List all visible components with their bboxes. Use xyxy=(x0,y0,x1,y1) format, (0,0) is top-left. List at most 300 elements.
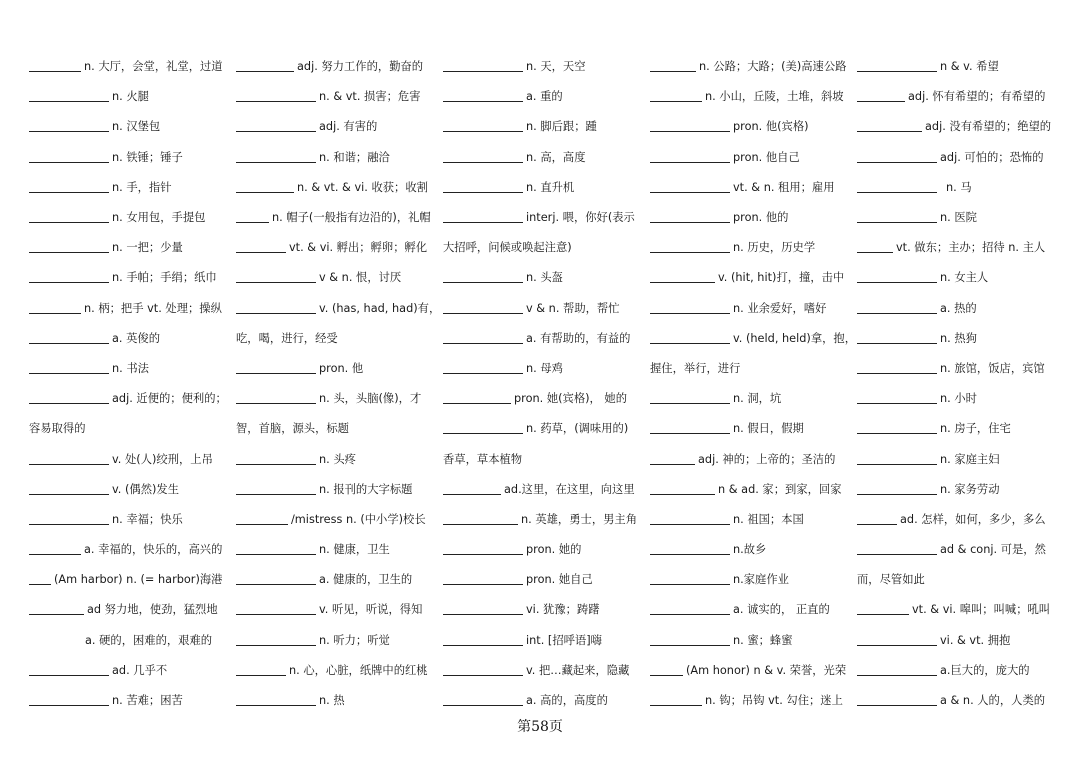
definition-text: n. 手，指针 xyxy=(112,180,172,194)
answer-blank xyxy=(29,332,109,344)
answer-blank xyxy=(29,392,109,404)
definition-text: vt. 做东；主办；招待 n. 主人 xyxy=(896,241,1046,255)
definition-text: a. 诚实的， 正直的 xyxy=(733,603,830,617)
answer-blank xyxy=(29,151,109,163)
definition-text: ad. 几乎不 xyxy=(112,663,168,677)
vocab-entry xyxy=(650,172,857,202)
definition-text: n. 柄；把手 vt. 处理；操纵 xyxy=(84,301,222,315)
definition-text: n. 医院 xyxy=(940,211,977,225)
answer-blank xyxy=(236,151,316,163)
vocab-entry xyxy=(236,594,443,624)
vocab-entry xyxy=(857,81,1064,111)
vocab-entry xyxy=(29,353,236,383)
definition-text: pron. 他(宾格) xyxy=(733,120,809,134)
answer-blank xyxy=(29,90,109,102)
definition-text: n. 钩；吊钩 vt. 勾住；迷上 xyxy=(705,694,843,708)
vocab-entry xyxy=(443,594,650,624)
vocab-entry xyxy=(650,81,857,111)
answer-blank xyxy=(29,664,109,676)
vocab-entry xyxy=(236,323,443,353)
answer-blank xyxy=(443,573,523,585)
answer-blank xyxy=(857,694,937,706)
definition-text: n. 健康，卫生 xyxy=(319,543,390,557)
definition-text: pron. 他自己 xyxy=(733,150,800,164)
definition-text: adj. 没有希望的；绝望的 xyxy=(925,120,1052,134)
answer-blank xyxy=(443,543,523,555)
vocab-column-4 xyxy=(650,51,857,715)
definition-text: n.家庭作业 xyxy=(733,573,789,587)
vocab-entry xyxy=(650,323,857,353)
definition-text: n. 旅馆，饭店，宾馆 xyxy=(940,361,1045,375)
answer-blank xyxy=(650,151,730,163)
vocab-entry xyxy=(236,353,443,383)
answer-blank xyxy=(857,120,922,132)
definition-text: pron. 他 xyxy=(319,361,364,375)
vocab-entry xyxy=(236,474,443,504)
definition-text: a. 硬的，困难的，艰难的 xyxy=(85,633,213,647)
definition-text: pron. 他的 xyxy=(733,211,789,225)
definition-text: pron. 她自己 xyxy=(526,573,593,587)
vocab-entry xyxy=(443,202,650,232)
definition-text: n. 公路；大路；(美)高速公路 xyxy=(699,60,847,74)
vocab-entry xyxy=(443,383,650,413)
vocab-entry xyxy=(650,293,857,323)
answer-blank xyxy=(236,60,294,72)
definition-text: int. [招呼语]嗨 xyxy=(526,633,602,647)
definition-text: v. (held, held)拿，抱， xyxy=(733,331,857,345)
vocab-entry xyxy=(857,534,1064,564)
definition-text: n. 苦难；困苦 xyxy=(112,694,183,708)
answer-blank xyxy=(857,332,937,344)
definition-text: 吃，喝，进行，经受 xyxy=(236,331,338,345)
vocab-entry xyxy=(443,172,650,202)
definition-text: v. (偶然)发生 xyxy=(112,482,179,496)
vocab-entry xyxy=(443,232,650,262)
definition-text: v & n. 恨，讨厌 xyxy=(319,271,402,285)
answer-blank xyxy=(443,664,523,676)
answer-blank xyxy=(443,362,523,374)
definition-text: 香草，草本植物 xyxy=(443,452,523,466)
vocab-entry xyxy=(29,81,236,111)
definition-text: vt. & vi. 嗥叫；叫喊；吼叫 xyxy=(912,603,1051,617)
answer-blank xyxy=(236,211,269,223)
vocab-column-5 xyxy=(857,51,1064,715)
vocab-entry xyxy=(236,232,443,262)
answer-blank xyxy=(236,362,316,374)
vocab-entry xyxy=(857,383,1064,413)
vocab-entry xyxy=(857,172,1064,202)
answer-blank xyxy=(857,664,937,676)
definition-text: n. 女用包，手提包 xyxy=(112,211,206,225)
answer-blank xyxy=(29,241,109,253)
answer-blank xyxy=(857,90,905,102)
definition-text: 握住，举行，进行 xyxy=(650,361,741,375)
vocab-entry xyxy=(236,685,443,715)
vocab-entry xyxy=(650,383,857,413)
answer-blank xyxy=(236,90,316,102)
definition-text: n. 家务劳动 xyxy=(940,482,1000,496)
answer-blank xyxy=(857,603,909,615)
vocab-entry xyxy=(236,142,443,172)
answer-blank xyxy=(650,603,730,615)
definition-text: ad 努力地，使劲，猛烈地 xyxy=(87,603,218,617)
definition-text: ad & conj. 可是，然 xyxy=(940,543,1046,557)
answer-blank xyxy=(236,603,316,615)
definition-text: n. 天，天空 xyxy=(526,60,586,74)
vocab-entry xyxy=(236,293,443,323)
vocab-entry xyxy=(857,625,1064,655)
answer-blank xyxy=(857,634,937,646)
definition-text: n. & vt. & vi. 收获；收割 xyxy=(297,180,428,194)
definition-text: n. 蜜；蜂蜜 xyxy=(733,633,793,647)
vocab-entry xyxy=(443,504,650,534)
vocab-entry xyxy=(236,81,443,111)
definition-text: a. 高的，高度的 xyxy=(526,694,608,708)
definition-text: adj. 努力工作的，勤奋的 xyxy=(297,60,424,74)
vocab-entry xyxy=(857,142,1064,172)
answer-blank xyxy=(443,271,523,283)
definition-text: n. 药草，(调味用的) xyxy=(526,422,629,436)
vocab-entry xyxy=(650,564,857,594)
definition-text: n. 汉堡包 xyxy=(112,120,161,134)
vocab-entry xyxy=(857,594,1064,624)
answer-blank xyxy=(29,483,109,495)
vocab-entry xyxy=(29,504,236,534)
vocab-entry xyxy=(236,655,443,685)
vocab-entry xyxy=(650,202,857,232)
definition-text: n. 火腿 xyxy=(112,90,149,104)
vocab-entry xyxy=(443,564,650,594)
vocab-entry xyxy=(443,81,650,111)
vocab-entry xyxy=(29,534,236,564)
vocab-entry xyxy=(650,685,857,715)
definition-text: n. 书法 xyxy=(112,361,149,375)
vocab-entry xyxy=(29,202,236,232)
definition-text: adj. 怀有希望的；有希望的 xyxy=(908,90,1046,104)
vocab-entry xyxy=(29,625,236,655)
answer-blank xyxy=(857,211,937,223)
vocab-entry xyxy=(650,504,857,534)
definition-text: vi. & vt. 拥抱 xyxy=(940,633,1011,647)
vocab-entry xyxy=(443,685,650,715)
definition-text: n. & vt. 损害；危害 xyxy=(319,90,421,104)
vocab-entry xyxy=(857,293,1064,323)
definition-text: n. 直升机 xyxy=(526,180,575,194)
definition-text: n & ad. 家；到家，回家 xyxy=(718,482,842,496)
definition-text: v. 听见，听说，得知 xyxy=(319,603,423,617)
definition-text: adj. 近便的；便利的； xyxy=(112,392,227,406)
vocab-entry xyxy=(29,323,236,353)
answer-blank xyxy=(857,181,937,193)
answer-blank xyxy=(236,573,316,585)
answer-blank xyxy=(650,60,696,72)
answer-blank xyxy=(236,513,288,525)
vocab-entry xyxy=(650,232,857,262)
definition-text: vt. & n. 租用；雇用 xyxy=(733,180,835,194)
answer-blank xyxy=(443,151,523,163)
answer-blank xyxy=(29,181,109,193)
answer-blank xyxy=(650,120,730,132)
vocab-entry xyxy=(443,262,650,292)
vocab-entry xyxy=(29,594,236,624)
definition-text: a. 英俊的 xyxy=(112,331,160,345)
answer-blank xyxy=(29,513,109,525)
answer-blank xyxy=(443,60,523,72)
definition-text: vi. 犹豫；踌躇 xyxy=(526,603,600,617)
vocab-entry xyxy=(443,111,650,141)
vocab-entry xyxy=(443,323,650,353)
answer-blank xyxy=(236,181,294,193)
vocab-entry xyxy=(650,534,857,564)
vocab-entry xyxy=(443,534,650,564)
answer-blank xyxy=(443,90,523,102)
vocab-entry xyxy=(857,111,1064,141)
definition-text: n. 帽子(一般指有边沿的)，礼帽 xyxy=(272,211,431,225)
answer-blank xyxy=(236,694,316,706)
definition-text: n. 祖国；本国 xyxy=(733,512,804,526)
definition-text: (Am harbor) n. (= harbor)海港 xyxy=(54,573,223,587)
definition-text: n. 和谐；融洽 xyxy=(319,150,390,164)
answer-blank xyxy=(857,302,937,314)
vocab-entry xyxy=(857,232,1064,262)
vocab-entry xyxy=(29,293,236,323)
definition-text: a.巨大的，庞大的 xyxy=(940,663,1030,677)
answer-blank xyxy=(443,302,523,314)
answer-blank xyxy=(29,573,51,585)
vocab-entry xyxy=(650,51,857,81)
answer-blank xyxy=(29,453,109,465)
definition-text: ad. 怎样，如何，多少，多么 xyxy=(900,512,1046,526)
vocab-entry xyxy=(29,111,236,141)
answer-blank xyxy=(857,453,937,465)
vocab-entry xyxy=(29,383,236,413)
answer-blank xyxy=(857,271,937,283)
definition-text: n. 家庭主妇 xyxy=(940,452,1000,466)
vocab-entry xyxy=(857,51,1064,81)
answer-blank xyxy=(236,302,316,314)
definition-text: v. (hit, hit)打，撞，击中 xyxy=(718,271,845,285)
definition-text: n. 手帕；手绢；纸巾 xyxy=(112,271,217,285)
definition-text: n & v. 希望 xyxy=(940,60,999,74)
definition-text: a. 有帮助的，有益的 xyxy=(526,331,631,345)
vocab-entry xyxy=(29,413,236,443)
answer-blank xyxy=(443,120,523,132)
definition-text: n. 头疼 xyxy=(319,452,356,466)
definition-text: ad.这里，在这里，向这里 xyxy=(504,482,635,496)
definition-text: n. 心，心脏，纸牌中的红桃 xyxy=(289,663,428,677)
vocab-entry xyxy=(443,293,650,323)
vocab-entry xyxy=(650,474,857,504)
definition-text: a & n. 人的，人类的 xyxy=(940,694,1046,708)
definition-text: n. 假日，假期 xyxy=(733,422,804,436)
vocab-entry xyxy=(29,232,236,262)
answer-blank xyxy=(650,422,730,434)
definition-text: n. 历史，历史学 xyxy=(733,241,816,255)
vocab-entry xyxy=(236,534,443,564)
vocab-entry xyxy=(650,625,857,655)
definition-text: 而，尽管如此 xyxy=(857,573,925,587)
vocab-entry xyxy=(236,383,443,413)
vocab-entry xyxy=(29,142,236,172)
definition-text: n. 幸福；快乐 xyxy=(112,512,183,526)
definition-text: 容易取得的 xyxy=(29,422,86,436)
vocab-entry xyxy=(236,625,443,655)
answer-blank xyxy=(236,271,316,283)
definition-text: 智，首脑，源头，标题 xyxy=(236,422,349,436)
definition-text: n. 房子，住宅 xyxy=(940,422,1011,436)
vocab-entry xyxy=(857,474,1064,504)
answer-blank xyxy=(443,513,518,525)
definition-text: pron. 她(宾格)， 她的 xyxy=(514,392,628,406)
vocab-entry xyxy=(857,443,1064,473)
definition-text: a. 幸福的，快乐的，高兴的 xyxy=(84,543,223,557)
vocab-entry xyxy=(443,142,650,172)
vocab-entry xyxy=(29,564,236,594)
definition-text: n.故乡 xyxy=(733,543,767,557)
vocab-entry xyxy=(443,625,650,655)
vocab-entry xyxy=(236,413,443,443)
vocab-entry xyxy=(650,594,857,624)
vocab-entry xyxy=(236,202,443,232)
vocab-entry xyxy=(650,443,857,473)
answer-blank xyxy=(29,694,109,706)
answer-blank xyxy=(650,302,730,314)
answer-blank xyxy=(443,332,523,344)
answer-blank xyxy=(443,392,511,404)
answer-blank xyxy=(857,151,937,163)
answer-blank xyxy=(29,211,109,223)
definition-text: n. 母鸡 xyxy=(526,361,563,375)
definition-text: vt. & vi. 孵出；孵卵；孵化 xyxy=(289,241,428,255)
vocab-entry xyxy=(236,443,443,473)
answer-blank xyxy=(29,302,81,314)
vocab-entry xyxy=(857,413,1064,443)
definition-text: n. 洞，坑 xyxy=(733,392,782,406)
vocab-entry xyxy=(29,262,236,292)
answer-blank xyxy=(650,543,730,555)
vocab-entry xyxy=(857,353,1064,383)
definition-text: n. 高，高度 xyxy=(526,150,586,164)
vocab-entry xyxy=(443,443,650,473)
definition-text: n. 一把；少量 xyxy=(112,241,183,255)
answer-blank xyxy=(650,90,702,102)
answer-blank xyxy=(443,483,501,495)
vocab-entry xyxy=(650,262,857,292)
vocab-entry xyxy=(650,655,857,685)
definition-text: n. 脚后跟；踵 xyxy=(526,120,597,134)
vocab-column-2 xyxy=(236,51,443,715)
answer-blank xyxy=(650,241,730,253)
answer-blank xyxy=(650,664,683,676)
answer-blank xyxy=(650,181,730,193)
definition-text: n. 大厅，会堂，礼堂，过道 xyxy=(84,60,223,74)
definition-text: pron. 她的 xyxy=(526,543,582,557)
answer-blank xyxy=(29,120,109,132)
definition-text: n. 业余爱好，嗜好 xyxy=(733,301,827,315)
definition-text: a. 健康的，卫生的 xyxy=(319,573,413,587)
page-number: 第58页 xyxy=(517,719,563,735)
answer-blank xyxy=(443,634,523,646)
answer-blank xyxy=(650,211,730,223)
vocab-entry xyxy=(857,564,1064,594)
definition-text: a. 热的 xyxy=(940,301,977,315)
vocab-entry xyxy=(29,51,236,81)
vocab-entry xyxy=(857,504,1064,534)
vocab-entry xyxy=(236,51,443,81)
answer-blank xyxy=(236,241,286,253)
definition-text: v. (has, had, had)有， xyxy=(319,301,441,315)
answer-blank xyxy=(236,120,316,132)
answer-blank xyxy=(236,664,286,676)
vocab-column-3 xyxy=(443,51,650,715)
answer-blank xyxy=(29,543,81,555)
definition-text: n. 热狗 xyxy=(940,331,977,345)
vocab-column-1 xyxy=(29,51,236,715)
vocab-entry xyxy=(650,353,857,383)
answer-blank xyxy=(443,603,523,615)
definition-text: 大招呼，问候或唤起注意) xyxy=(443,241,572,255)
answer-blank xyxy=(29,60,81,72)
definition-text: v. 把…藏起来，隐藏 xyxy=(526,663,630,677)
answer-blank xyxy=(857,60,937,72)
answer-blank xyxy=(857,241,893,253)
answer-blank xyxy=(236,392,316,404)
answer-blank xyxy=(236,634,316,646)
answer-blank xyxy=(443,422,523,434)
answer-blank xyxy=(857,392,937,404)
vocab-entry xyxy=(236,262,443,292)
definition-text: n. 女主人 xyxy=(940,271,989,285)
definition-text: /mistress n. (中小学)校长 xyxy=(291,512,426,526)
vocab-entry xyxy=(236,172,443,202)
definition-text: adj. 神的；上帝的；圣洁的 xyxy=(698,452,836,466)
answer-blank xyxy=(857,483,937,495)
definition-text: n. 马 xyxy=(946,180,972,194)
answer-blank xyxy=(857,422,937,434)
answer-blank xyxy=(650,453,695,465)
definition-text: a. 重的 xyxy=(526,90,563,104)
definition-text: n. 小时 xyxy=(940,392,977,406)
definition-text: n. 头，头脑(像)，才 xyxy=(319,392,422,406)
answer-blank xyxy=(650,483,715,495)
vocab-entry xyxy=(857,262,1064,292)
answer-blank xyxy=(650,634,730,646)
definition-text: v & n. 帮助，帮忙 xyxy=(526,301,620,315)
vocab-entry xyxy=(236,504,443,534)
definition-text: adj. 有害的 xyxy=(319,120,378,134)
vocab-entry xyxy=(650,111,857,141)
definition-text: interj. 喂，你好(表示 xyxy=(526,211,635,225)
answer-blank xyxy=(650,332,730,344)
answer-blank xyxy=(236,483,316,495)
definition-text: n. 热 xyxy=(319,694,345,708)
vocab-entry xyxy=(443,474,650,504)
answer-blank xyxy=(650,513,730,525)
vocab-entry xyxy=(857,323,1064,353)
vocab-entry xyxy=(443,51,650,81)
answer-blank xyxy=(236,453,316,465)
vocab-entry xyxy=(29,685,236,715)
definition-text: n. 铁锤；锤子 xyxy=(112,150,183,164)
answer-blank xyxy=(857,362,937,374)
definition-text: n. 听力；听觉 xyxy=(319,633,390,647)
vocab-entry xyxy=(236,564,443,594)
answer-blank xyxy=(650,392,730,404)
vocab-entry xyxy=(650,413,857,443)
answer-blank xyxy=(650,271,715,283)
definition-text: n. 报刊的大字标题 xyxy=(319,482,413,496)
answer-blank xyxy=(236,543,316,555)
